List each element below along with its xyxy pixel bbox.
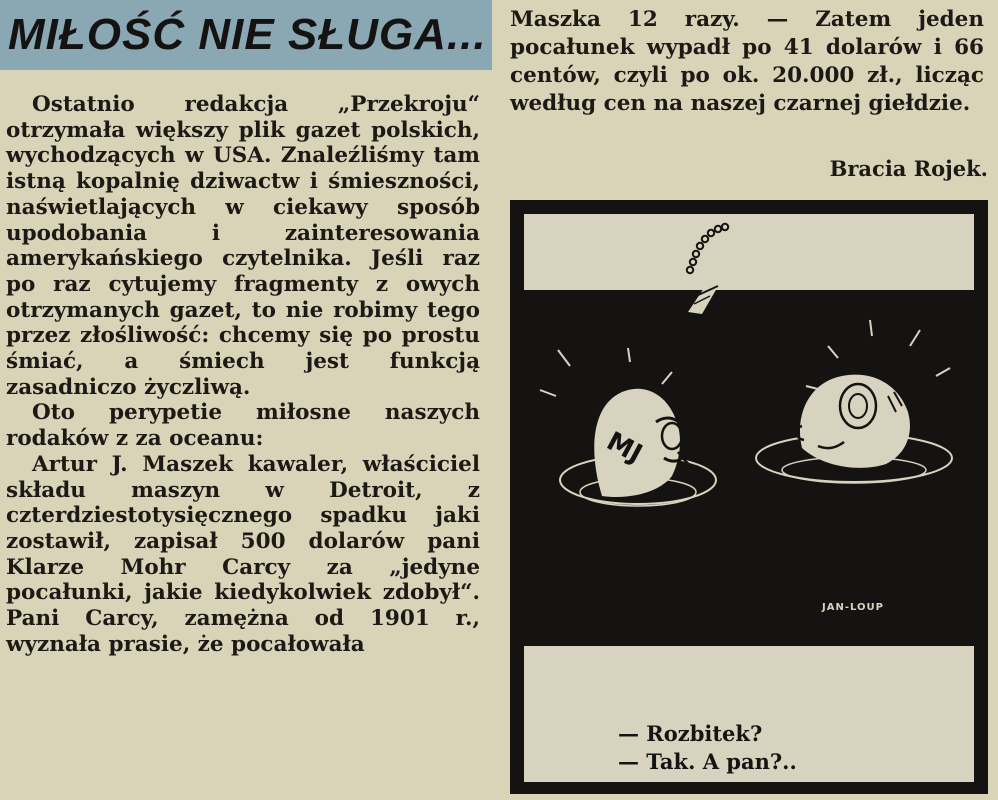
cartoon-drawing — [510, 200, 988, 794]
artist-signature: JAN-LOUP — [822, 602, 884, 613]
author-signature: Bracia Rojek. — [829, 156, 988, 181]
castaway-right — [756, 375, 952, 483]
cap-letters: MJ — [601, 426, 648, 470]
article-paragraph: Oto perypetie miłosne naszych rodaków z za oceanu: — [6, 400, 480, 452]
article-column-right — [510, 0, 998, 800]
article-column-left — [0, 0, 494, 800]
article-body — [6, 92, 480, 657]
castaway-left — [560, 389, 716, 506]
article-headline: MIŁOŚĆ NIE SŁUGA... — [8, 10, 487, 59]
caption-line-1: — Rozbitek? — [618, 721, 763, 746]
cartoon-caption — [618, 720, 797, 776]
cartoon-illustration — [510, 200, 988, 794]
headline-band — [0, 0, 492, 70]
sinking-ship-icon — [687, 224, 728, 314]
article-continuation: Maszka 12 razy. — Zatem jeden pocałunek wypadł po 41 dolarów i 66 centów, czyli po ok. 20.000 zł., licząc według cen na naszej czarnej giełdzie. — [510, 7, 984, 116]
article-paragraph: Artur J. Maszek kawaler, właściciel składu maszyn w Detroit, z czterdziestotysięcznego spadku jaki zostawił, zapisał 500 dolarów pani Klarze Mohr Carcy za „jedyne pocałunki, jakie kiedykolwiek zdobył“. Pani Carcy, zamężna od 1901 r., wyznała prasie, że pocałowała — [6, 451, 480, 657]
article-paragraph: Ostatnio redakcja „Przekroju“ otrzymała większy plik gazet polskich, wychodzących w USA. Znaleźliśmy tam istną kopalnię dziwactw i śmieszności, naświetlających w ciekawy sposób upodobania i zainteresowania amerykańskiego czytelnika. Jeśli raz po raz cytujemy fragmenty z owych otrzymanych gazet, to nie robimy tego przez złośliwość: chcemy się po prostu śmiać, a śmiech jest funkcją zasadniczo życzliwą. — [6, 92, 480, 400]
caption-line-2: — Tak. A pan?.. — [618, 749, 797, 774]
surprise-lines — [540, 320, 950, 396]
